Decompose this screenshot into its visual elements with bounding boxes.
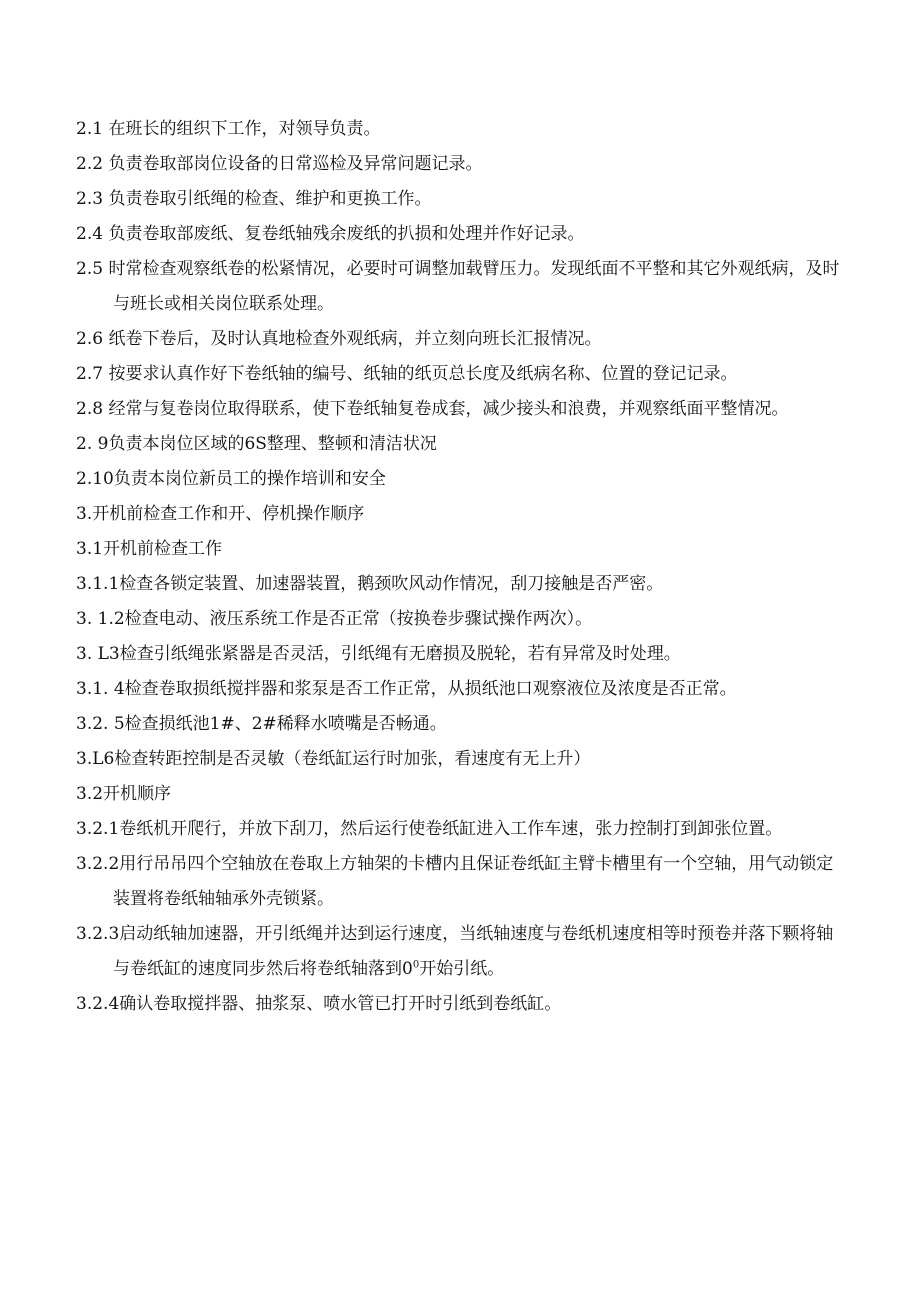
paragraph-3-2-4: 3.2.4确认卷取搅拌器、抽浆泵、喷水管已打开时引纸到卷纸缸。 xyxy=(76,994,562,1014)
paragraph-3-1-3: 3. L3检查引纸绳张紧器是否灵活，引纸绳有无磨损及脱轮，若有异常及时处理。 xyxy=(76,644,681,664)
paragraph-3-2-1: 3.2.1卷纸机开爬行，并放下刮刀，然后运行使卷纸缸进入工作车速，张力控制打到卸张位置。 xyxy=(76,819,783,839)
paragraph-2-2: 2.2 负责卷取部岗位设备的日常巡检及异常问题记录。 xyxy=(76,154,483,174)
section-heading-3: 3.开机前检查工作和开、停机操作顺序 xyxy=(76,504,365,524)
paragraph-3-2-3-tail: 开始引纸。 xyxy=(419,959,505,979)
document-body xyxy=(76,112,846,1022)
paragraph-2-1: 2.1 在班长的组织下工作，对领导负责。 xyxy=(76,119,381,139)
paragraph-2-10: 2.10负责本岗位新员工的操作培训和安全 xyxy=(76,469,386,489)
paragraph-3-2-2: 3.2.2用行吊吊四个空轴放在卷取上方轴架的卡槽内且保证卷纸缸主臂卡槽里有一个空轴，用气动锁定装置将卷纸轴轴承外壳锁紧。 xyxy=(76,854,834,909)
subsection-heading-3-1: 3.1开机前检查工作 xyxy=(76,539,223,559)
paragraph-3-1-6: 3.L6检查转距控制是否灵敏（卷纸缸运行时加张，看速度有无上升） xyxy=(76,749,591,769)
paragraph-2-7: 2.7 按要求认真作好下卷纸轴的编号、纸轴的纸页总长度及纸病名称、位置的登记记录。 xyxy=(76,364,738,384)
paragraph-3-2-3 xyxy=(76,917,846,987)
paragraph-2-4: 2.4 负责卷取部废纸、复卷纸轴残余废纸的扒损和处理并作好记录。 xyxy=(76,224,585,244)
paragraph-2-3: 2.3 负责卷取引纸绳的检查、维护和更换工作。 xyxy=(76,189,432,209)
subsection-heading-3-2: 3.2开机顺序 xyxy=(76,784,172,804)
paragraph-3-1-2: 3. 1.2检查电动、液压系统工作是否正常（按换卷步骤试操作两次）。 xyxy=(76,609,593,629)
paragraph-3-2-3-text: 3.2.3启动纸轴加速器，开引纸绳并达到运行速度，当纸轴速度与卷纸机速度相等时预卷并落下颗将轴与卷纸缸的速度同步然后将卷纸轴落到0 xyxy=(76,924,834,979)
paragraph-2-5: 2.5 时常检查观察纸卷的松紧情况，必要时可调整加载臂压力。发现纸面不平整和其它外观纸病，及时与班长或相关岗位联系处理。 xyxy=(76,259,840,314)
paragraph-3-1-4: 3.1. 4检查卷取损纸搅拌器和浆泵是否工作正常，从损纸池口观察液位及浓度是否正常。 xyxy=(76,679,737,699)
paragraph-3-1-1: 3.1.1检查各锁定装置、加速器装置，鹅颈吹风动作情况，刮刀接触是否严密。 xyxy=(76,574,664,594)
degree-superscript: 0 xyxy=(412,959,420,971)
paragraph-3-2-5: 3.2. 5检查损纸池1#、2#稀释水喷嘴是否畅通。 xyxy=(76,714,447,734)
paragraph-2-8: 2.8 经常与复卷岗位取得联系，使下卷纸轴复卷成套，减少接头和浪费，并观察纸面平整情况。 xyxy=(76,399,789,419)
paragraph-2-6: 2.6 纸卷下卷后，及时认真地检查外观纸病，并立刻向班长汇报情况。 xyxy=(76,329,602,349)
paragraph-2-9: 2. 9负责本岗位区域的6S整理、整顿和清洁状况 xyxy=(76,434,437,454)
